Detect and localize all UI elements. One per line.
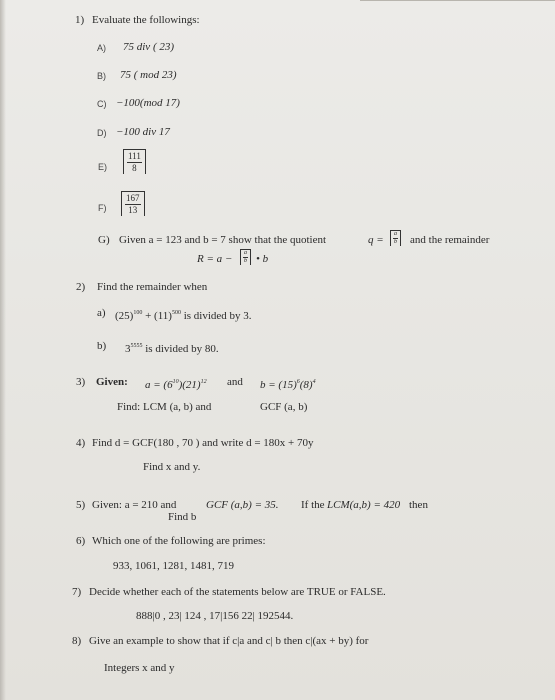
q2-number: 2) xyxy=(76,281,86,293)
q1a-expression: 75 div ( 23) xyxy=(123,41,175,53)
q2a-expression: $(25)^{100} + (11)^{500}$ is divided by 3. xyxy=(115,310,252,322)
paper-edge-shadow xyxy=(0,0,6,700)
q1g-quotient-fraction xyxy=(390,230,401,246)
q1g-r-frac-num: a xyxy=(244,250,247,256)
q4-number: 4) xyxy=(76,437,86,449)
q1b-label: B) xyxy=(97,71,106,81)
q1b-expression: 75 ( mod 23) xyxy=(120,69,177,81)
q1f-ceiling-fraction xyxy=(121,191,145,216)
q1e-numerator: 111 xyxy=(128,151,141,161)
q6-text: Which one of the following are primes: xyxy=(92,535,266,547)
q5-text-a: Given: a = 210 and xyxy=(92,499,177,511)
q3-find: Find: LCM (a, b) and xyxy=(117,401,212,413)
q3-a-expression: $a = (6^{10})(21)^{12}$ xyxy=(145,379,207,391)
q5-text-b: If the xyxy=(301,499,325,511)
q1g-label: G) xyxy=(98,234,110,246)
q1g-frac-num: a xyxy=(394,231,397,237)
q1e-denominator: 8 xyxy=(132,163,137,173)
q1f-numerator: 167 xyxy=(126,193,140,203)
q4-text: Find d = GCF(180 , 70 ) and write d = 180x + 70y xyxy=(92,437,314,449)
q4-sub: Find x and y. xyxy=(143,461,201,473)
q3-number: 3) xyxy=(76,376,86,388)
q5-gcf: GCF (a,b) = 35. xyxy=(206,499,279,511)
q1g-r-frac-den: b xyxy=(244,258,247,264)
q3-gcf: GCF (a, b) xyxy=(260,401,308,413)
q1g-remainder-fraction xyxy=(240,249,251,265)
q3-given-label: Given: xyxy=(96,376,128,388)
q1g-text-2: and the remainder xyxy=(410,234,490,246)
q7-text: Decide whether each of the statements below are TRUE or FALSE. xyxy=(89,586,386,598)
q1c-expression: −100(mod 17) xyxy=(116,97,180,109)
q8-text: Give an example to show that if c|a and c| b then c|(ax + by) for xyxy=(89,635,369,647)
q6-number: 6) xyxy=(76,535,86,547)
q7-number: 7) xyxy=(72,586,82,598)
q1g-remainder-tail: • b xyxy=(256,253,269,265)
q1a-label: A) xyxy=(97,43,106,53)
q1c-label: C) xyxy=(97,99,107,109)
q5-number: 5) xyxy=(76,499,86,511)
q2-prompt: Find the remainder when xyxy=(97,281,208,293)
paper-fold-line xyxy=(360,0,555,5)
q1-prompt: Evaluate the followings: xyxy=(92,14,200,26)
q6-list: 933, 1061, 1281, 1481, 719 xyxy=(113,560,234,572)
q1f-denominator: 13 xyxy=(128,205,138,215)
q2b-label: b) xyxy=(97,340,107,352)
q5-sub: Find b xyxy=(168,511,197,523)
q1d-expression: −100 div 17 xyxy=(116,126,170,138)
q2a-label: a) xyxy=(97,307,106,319)
q1e-ceiling-fraction xyxy=(123,149,146,174)
q2b-expression: $3^{5555}$ is divided by 80. xyxy=(125,343,219,355)
q1g-remainder-lhs: R = a − xyxy=(197,253,233,265)
q1e-label: E) xyxy=(98,162,107,172)
q5-lcm: LCM(a,b) = 420 xyxy=(327,499,401,511)
q8-number: 8) xyxy=(72,635,82,647)
q1d-label: D) xyxy=(97,128,107,138)
q8-sub: Integers x and y xyxy=(104,662,175,674)
q1g-text: Given a = 123 and b = 7 show that the quotient xyxy=(119,234,327,246)
q1-number: 1) xyxy=(75,14,85,26)
q3-and: and xyxy=(227,376,243,388)
q5-text-c: then xyxy=(409,499,428,511)
q1g-frac-den: b xyxy=(394,239,397,245)
q1g-quotient-lhs: q = xyxy=(368,234,384,246)
q3-b-expression: $b = (15)^6(8)^4$ xyxy=(260,379,316,391)
q7-list: 888|0 , 23| 124 , 17|156 22| 192544. xyxy=(136,610,294,622)
q1f-label: F) xyxy=(98,203,107,213)
